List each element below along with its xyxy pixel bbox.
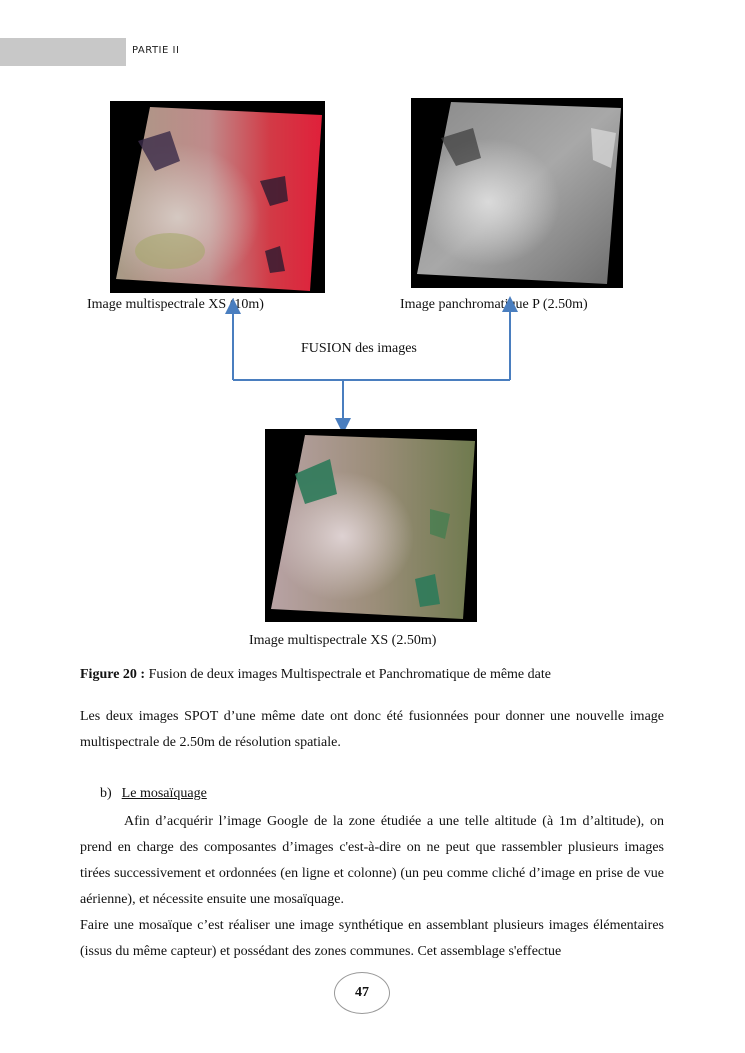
figure-caption: [80, 667, 551, 683]
figure-number: Figure 20 :: [80, 667, 146, 682]
figure-title: Fusion de deux images Multispectrale et Panchromatique de même date: [148, 667, 551, 682]
bottom-caption: Image multispectrale XS (2.50m): [249, 633, 437, 648]
fused-multispectral-image: [265, 429, 477, 622]
page-number: 47: [334, 972, 390, 1014]
paragraph-2-text: Afin d’acquérir l’image Google de la zone étudiée a une telle altitude (à 1m d’altitude), on prend en charge des composantes d’images c'est-à-dire on ne peut que rassembler plusieurs images tirées successivement et ordonnées (en ligne et colonne) (un peu comme cliché d’image en prise de vue aérienne), et nécessite ensuite une mosaïquage.: [80, 814, 664, 907]
section-marker: b): [100, 786, 112, 801]
paragraph-1: Les deux images SPOT d’une même date ont donc été fusionnées pour donner une nouvelle image multispectrale de 2.50m de résolution spatiale.: [80, 709, 664, 750]
section-heading: [100, 786, 207, 802]
paragraph-3: Faire une mosaïque c’est réaliser une image synthétique en assemblant plusieurs images élémentaires (issus du même capteur) et possédant des zones communes. Cet assemblage s'effectue: [80, 918, 664, 959]
section-title: Le mosaïquage: [121, 786, 207, 801]
part-label: PARTIE II: [132, 45, 180, 56]
paragraph-2: [80, 809, 664, 913]
fusion-label: FUSION des images: [301, 341, 417, 356]
top-right-caption: Image panchromatique P (2.50m): [400, 297, 588, 312]
top-left-caption: Image multispectrale XS (10m): [87, 297, 264, 312]
